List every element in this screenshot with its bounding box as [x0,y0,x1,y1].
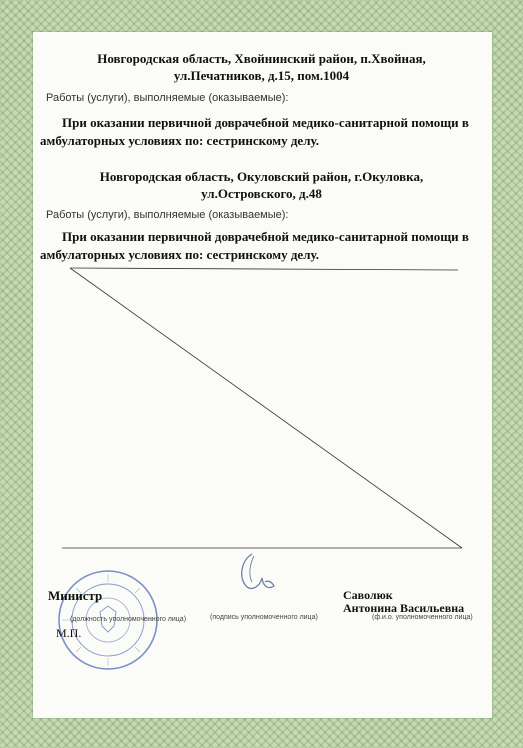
name-caption: (ф.и.о. уполномоченного лица) [372,614,473,621]
handwritten-signature [232,546,282,596]
address-1-line-1: Новгородская область, Хвойнинский район, п.Хвойная, [97,51,426,66]
address-1-line-2: ул.Печатников, д.15, пом.1004 [173,68,350,83]
position-caption: (должность уполномоченного лица) [70,616,187,623]
works-text-2: При оказании первичной доврачебной медико-санитарной помощи в амбулаторных условиях по: сестринскому делу. [40,229,469,262]
signatory-given-names: Антонина Васильевна [343,601,465,615]
signatory-position: Министр [48,588,103,603]
works-label-2: Работы (услуги), выполняемые (оказываемые): [46,209,289,221]
address-2-line-2: ул.Островского, д.48 [201,186,322,201]
works-label-1: Работы (услуги), выполняемые (оказываемые): [46,92,289,104]
works-text-1: При оказании первичной доврачебной медико-санитарной помощи в амбулаторных условиях по: сестринскому делу. [40,115,469,148]
stamp-place-mark: М.П. [56,626,82,640]
signatory-surname: Саволюк [343,588,393,602]
address-2-line-1: Новгородская область, Окуловский район, г.Окуловка, [99,169,424,184]
signature-caption: (подпись уполномоченного лица) [210,614,318,621]
